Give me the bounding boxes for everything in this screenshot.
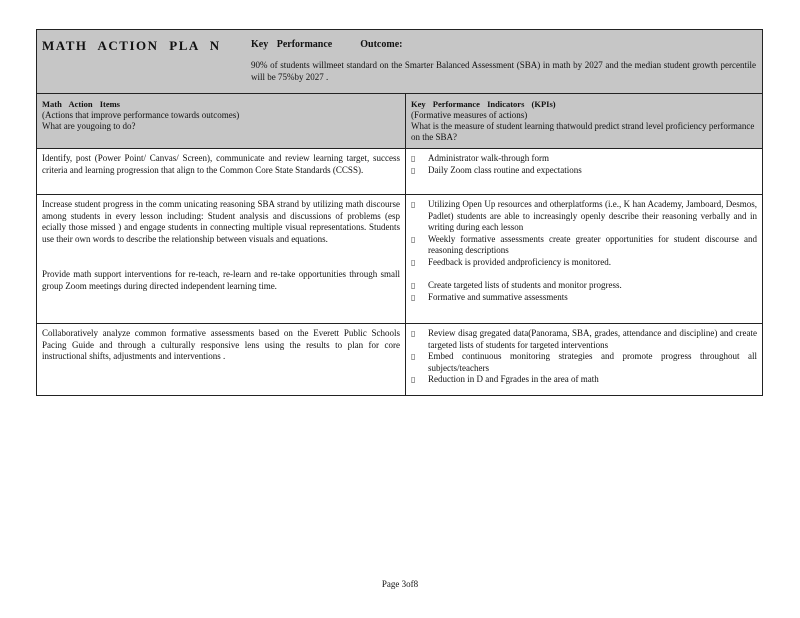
checkbox-bullet-icon: ▯ (411, 352, 416, 361)
actions-column-question: What are yougoing to do? (42, 121, 136, 131)
kpi-item: ▯ Weekly formative assessments create greater opportunities for student discourse and reasoning descriptions (411, 233, 757, 255)
actions-column-title: Math Action Items (42, 99, 120, 109)
page-number: Page 3of8 (381, 579, 419, 589)
action-item: Identify, post (Power Point/ Canvas/ Screen), communicate and review learning target, success criteria and learning progression that align to the Common Core State Standards (CCSS). (42, 153, 400, 175)
outcome-goal: 90% of students willmeet standard on the Smarter Balanced Assessment (SBA) in math by 2027 and the median student growth percentile will be 75%by 2027 . (251, 60, 756, 82)
table-row-2-kpis (406, 195, 763, 324)
kpi-column-header (406, 94, 763, 149)
kpi-item: ▯ Formative and summative assessments (411, 291, 568, 302)
checkbox-bullet-icon: ▯ (411, 257, 416, 267)
action-item: Collaboratively analyze common formative assessments based on the Everett Public Schools Pacing Guide and through a culturally responsive lens using the results to plan for core instructional shifts, adjustments and interventions . (42, 328, 400, 361)
table-row-3-kpis (406, 324, 763, 396)
kpi-item: ▯ Reduction in D and Fgrades in the area of math (411, 374, 599, 384)
action-item: Increase student progress in the comm unicating reasoning SBA strand by utilizing math discourse among students in every lesson including: Student analysis and discussions of problems (esp ecially those missed ) and engage students in connecting multiple visual representations. Students use their own words to describe the relationship between visuals and equations. (42, 199, 400, 244)
checkbox-bullet-icon: ▯ (411, 281, 416, 290)
plan-header (37, 30, 763, 94)
checkbox-bullet-icon: ▯ (411, 329, 416, 338)
kpi-item: ▯ Create targeted lists of students and monitor progress. (411, 280, 622, 290)
actions-column-header (37, 94, 406, 149)
kpo-outcome-text: Outcome: (360, 39, 403, 50)
kpo-label-text: Key Performance (251, 39, 333, 50)
table-row-1-actions (37, 149, 406, 195)
kpi-column-question: What is the measure of student learning thatwould predict strand level proficiency performance on the SBA? (411, 121, 755, 142)
checkbox-bullet-icon: ▯ (411, 292, 416, 302)
kpi-item: ▯ Utilizing Open Up resources and otherplatforms (i.e., K han Academy, Jamboard, Desmos, Padlet) students are able to increasingly openly describe their reasoning verbally and in writing during each lesson (411, 199, 757, 232)
table-row-2-actions (37, 195, 406, 324)
kpi-column-subtitle: (Formative measures of actions) (411, 110, 528, 120)
plan-title: MATH ACTION PLA N (42, 38, 221, 53)
table-row-3-actions (37, 324, 406, 396)
checkbox-bullet-icon: ▯ (411, 234, 416, 244)
key-performance-outcome-label (251, 39, 402, 50)
table-row-1-kpis (406, 149, 763, 195)
kpi-item: ▯ Review disag gregated data(Panorama, SBA, grades, attendance and discipline) and create targeted lists of students for targeted interventions (411, 328, 757, 350)
kpi-column-title: Key Performance Indicators (KPIs) (411, 99, 556, 109)
checkbox-bullet-icon: ▯ (411, 375, 416, 384)
checkbox-bullet-icon: ▯ (411, 154, 416, 163)
action-item: Provide math support interventions for re-teach, re-learn and re-take opportunities through small group Zoom meetings during directed independent learning time. (42, 269, 400, 291)
actions-column-subtitle: (Actions that improve performance towards outcomes) (42, 110, 240, 120)
kpi-item: ▯ Daily Zoom class routine and expectations (411, 164, 582, 175)
kpi-item: ▯ Administrator walk-through form (411, 153, 549, 163)
kpi-item: ▯ Feedback is provided andproficiency is monitored. (411, 256, 611, 267)
checkbox-bullet-icon: ▯ (411, 200, 416, 209)
checkbox-bullet-icon: ▯ (411, 165, 416, 175)
kpi-item: ▯ Embed continuous monitoring strategies and promote progress throughout all subjects/teachers (411, 351, 757, 373)
action-plan-table (36, 29, 763, 396)
